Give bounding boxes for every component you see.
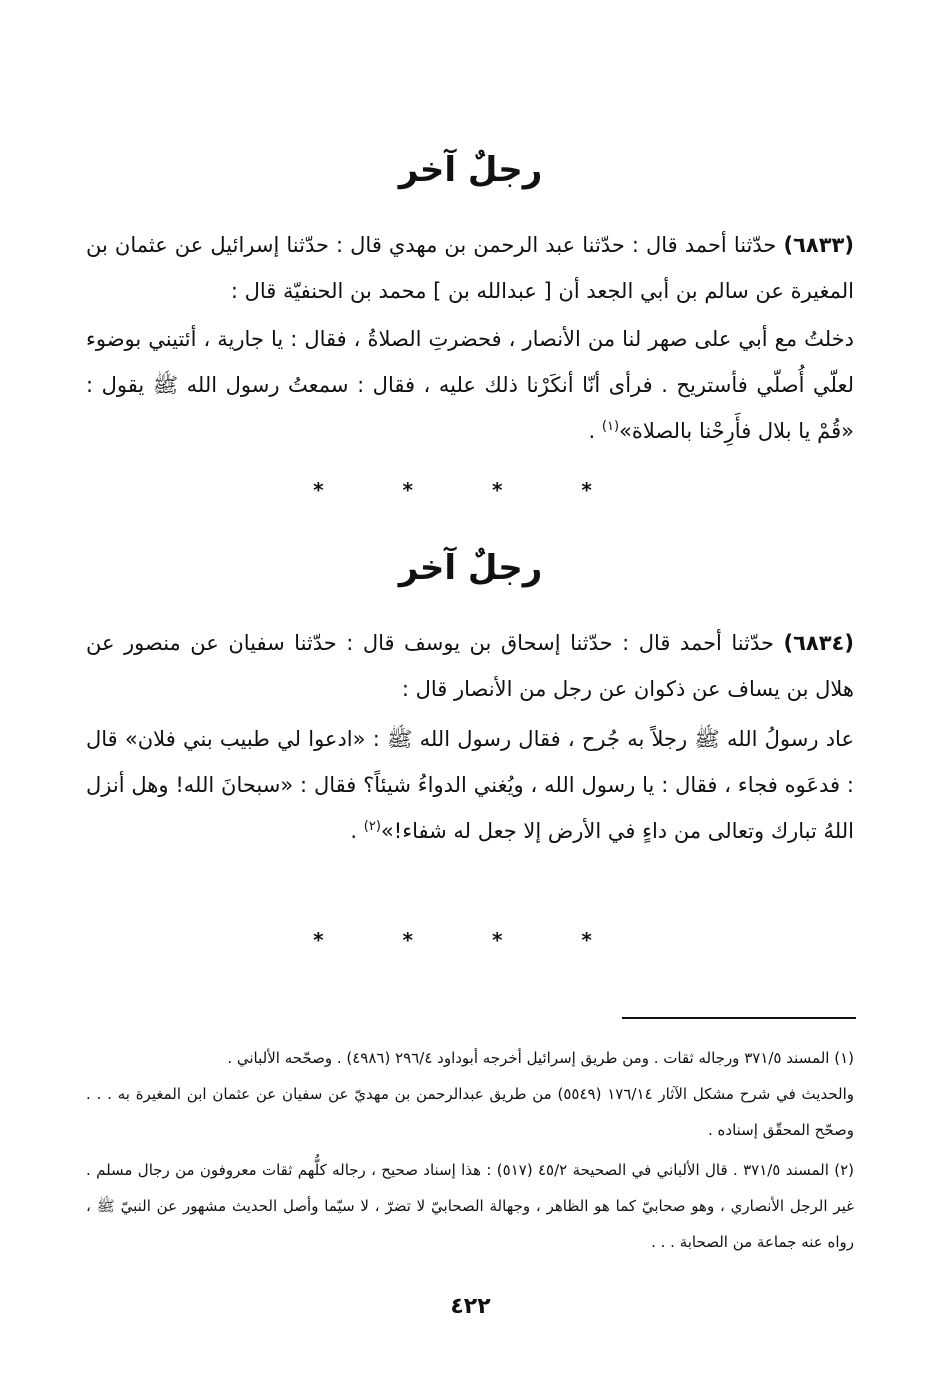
page-number: ٤٢٢: [450, 1294, 491, 1319]
footnote-1: [86, 1040, 854, 1148]
footnote-ref-1[interactable]: (١): [601, 419, 620, 434]
hadith-matn-6834: [86, 716, 854, 854]
footnote-2: (٢) المسند ٣٧١/٥ . قال الألباني في الصحيحة ٤٥/٢ (٥١٧) : هذا إسناد صحيح ، رجاله كلُّهم ثقات معروفون من رجال مسلم . غير الرجل الأنصاري ، وهو صحابيّ كما هو الظاهر ، وجهالة الصحابيّ لا تضرّ ، لا سيّما وأصل الحديث مشهور عن النبيّ ﷺ ، رواه عنه جماعة من الصحابة . . .: [86, 1161, 854, 1251]
hadith-number: (٦٨٣٤): [783, 631, 854, 655]
section-title-1: رجلٌ آخر: [398, 150, 543, 190]
hadith-number: (٦٨٣٣): [783, 233, 854, 257]
isnad-text: حدّثنا أحمد قال : حدّثنا إسحاق بن يوسف قال : حدّثنا سفيان عن منصور عن هلال بن يساف عن ذكوان عن رجل من الأنصار قال :: [86, 631, 854, 701]
isnad-text: حدّثنا أحمد قال : حدّثنا عبد الرحمن بن مهدي قال : حدّثنا إسرائيل عن عثمان بن المغيرة عن سالم بن أبي الجعد أن [ عبدالله بن ] محمد بن الحنفيّة قال :: [86, 233, 854, 303]
hadith-matn-6833: [86, 316, 854, 454]
matn-text: دخلتُ مع أبي على صهر لنا من الأنصار ، فحضرتِ الصلاةُ ، فقال : يا جارية ، أئتيني بوضوء لعلّي أُصلّي فأستريح . فرأى أنّا أنكَرْنا ذلك عليه ، فقال : سمعتُ رسول الله ﷺ يقول : «قُمْ يا بلال فأَرِحْنا بالصلاة»: [86, 327, 854, 443]
hadith-isnad-6834: [86, 620, 854, 712]
footnote-ref-2[interactable]: (٢): [363, 819, 381, 834]
section-title-2: رجلٌ آخر: [398, 548, 543, 588]
footnote-1-line-1: (١) المسند ٣٧١/٥ ورجاله ثقات . ومن طريق إسرائيل أخرجه أبوداود ٢٩٦/٤ (٤٩٨٦) . وصحّحه الألباني .: [227, 1049, 854, 1067]
matn-text: عاد رسولُ الله ﷺ رجلاً به جُرح ، فقال رسول الله ﷺ : «ادعوا لي طبيب بني فلان» قال : فدعَوه فجاء ، فقال : يا رسول الله ، ويُغني الدواءُ شيئاً؟ فقال : «سبحانَ الله! وهل أنزل اللهُ تبارك وتعالى من داءٍ في الأرض إلا جعل له شفاء!»: [86, 727, 854, 843]
sentence-end: .: [588, 419, 602, 443]
section-separator-1: * * * *: [313, 478, 628, 502]
sentence-end: .: [350, 819, 364, 843]
footnote-1-line-2: والحديث في شرح مشكل الآثار ١٧٦/١٤ (٥٥٤٩) من طريق عبدالرحمن بن مهديّ عن سفيان عن عثمان ابن المغيرة به . . . وصحّح المحقّق إسناده .: [86, 1085, 854, 1139]
footnote-divider: [622, 1017, 856, 1019]
section-separator-2: * * * *: [313, 928, 628, 952]
hadith-isnad-6833: [86, 222, 854, 314]
